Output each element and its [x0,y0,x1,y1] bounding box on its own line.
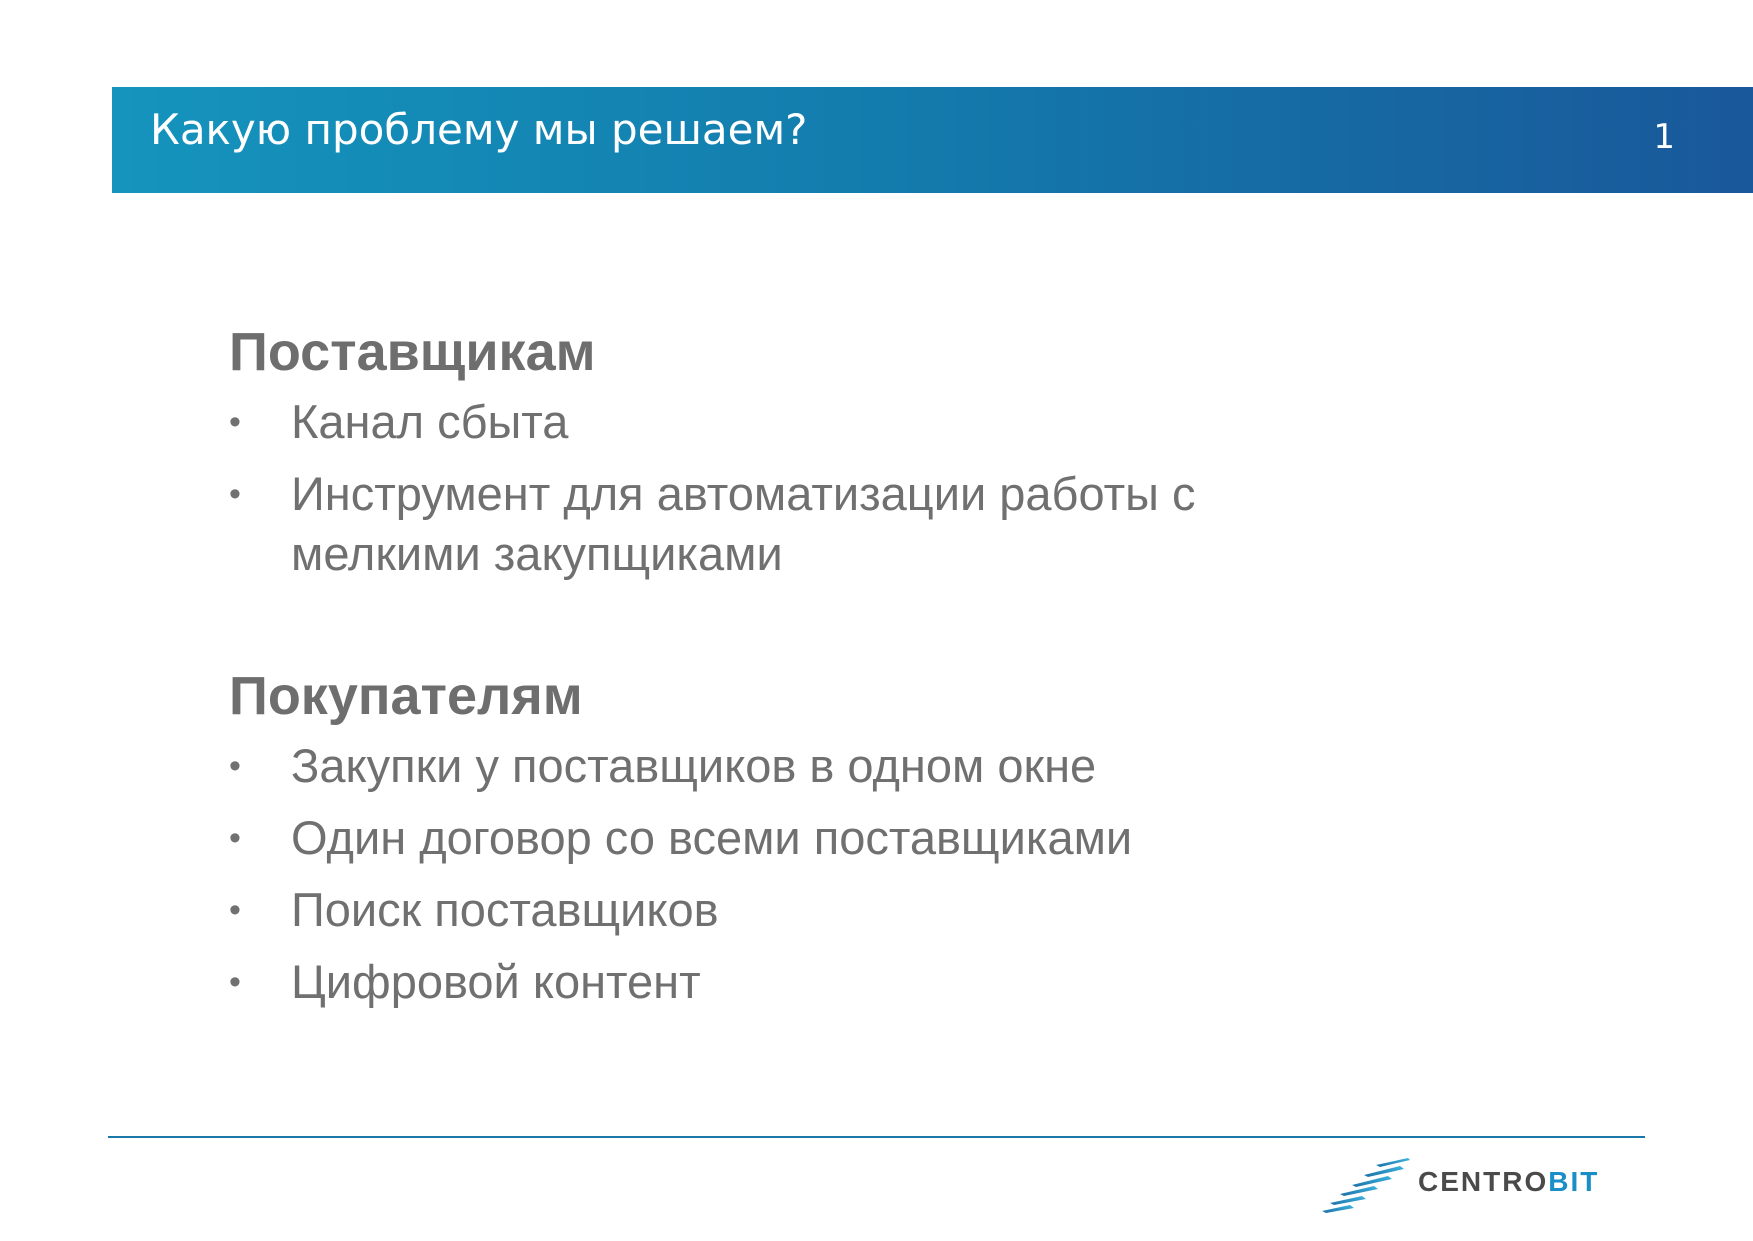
section-heading: Поставщикам [229,322,596,382]
slide-number: 1 [1653,117,1675,157]
list-item [229,808,1321,868]
bullet-icon: • [229,891,241,929]
bullet-list [229,736,1529,1012]
section-buyers [229,662,1529,1012]
list-item-text: Поиск поставщиков [291,883,719,936]
list-item-text: Цифровой контент [291,955,701,1008]
list-item-text: Закупки у поставщиков в одном окне [291,739,1097,792]
list-item [229,952,1321,1012]
slide-title: Какую проблему мы решаем? [150,105,808,154]
bullet-icon: • [229,819,241,857]
list-item [229,392,1321,452]
section-heading: Покупателям [229,666,583,726]
bullet-icon: • [229,747,241,785]
bullet-list [229,392,1529,584]
list-item-text: Один договор со всеми поставщиками [291,811,1133,864]
logo-text-centro: CENTRO [1418,1166,1549,1197]
footer-divider [108,1136,1645,1138]
title-bar [112,87,1753,193]
logo-wordmark [1418,1166,1599,1198]
slide-content [229,318,1529,1024]
centrobit-logo [1320,1157,1640,1213]
list-item [229,880,1321,940]
bullet-icon: • [229,475,241,513]
section-suppliers [229,318,1529,584]
bullet-icon: • [229,963,241,1001]
bullet-icon: • [229,403,241,441]
list-item-text: Инструмент для автоматизации работы с мелкими закупщиками [291,467,1196,580]
logo-text-bit: BIT [1548,1166,1600,1197]
list-item [229,464,1321,584]
centrobit-logo-icon [1320,1157,1412,1213]
list-item-text: Канал сбыта [291,395,569,448]
list-item [229,736,1321,796]
